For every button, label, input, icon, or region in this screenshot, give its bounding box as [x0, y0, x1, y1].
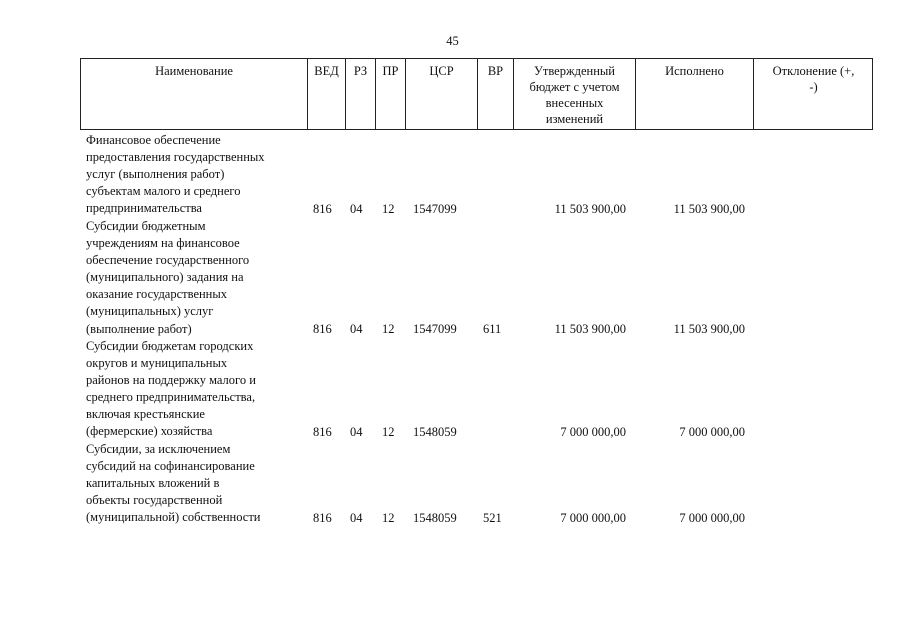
row-csr: 1547099: [413, 202, 457, 216]
header-rz: РЗ: [345, 59, 375, 129]
row-pr: 12: [382, 511, 395, 525]
row-executed: 11 503 900,00: [673, 322, 745, 336]
row-name: Субсидии, за исключением субсидий на софинансирование капитальных вложений в объекты государственной (муниципальной) собственности: [86, 442, 261, 525]
header-executed: Исполнено: [635, 59, 753, 129]
page-number: 45: [446, 34, 459, 48]
row-ved: 816: [313, 425, 332, 439]
header-ved: ВЕД: [307, 59, 345, 129]
row-executed: 7 000 000,00: [679, 511, 745, 525]
header-name: Наименование: [155, 64, 233, 78]
row-rz: 04: [350, 202, 363, 216]
row-executed: 7 000 000,00: [679, 425, 745, 439]
row-approved: 11 503 900,00: [554, 322, 626, 336]
header-deviation: Отклонение (+, -): [753, 59, 873, 129]
row-csr: 1548059: [413, 425, 457, 439]
row-approved: 7 000 000,00: [560, 511, 626, 525]
row-pr: 12: [382, 202, 395, 216]
row-rz: 04: [350, 322, 363, 336]
table-body: [80, 132, 873, 527]
row-name: Субсидии бюджетам городских округов и муниципальных районов на поддержку малого и среднего предпринимательства, включая крестьянские (фермерские) хозяйства: [86, 339, 256, 439]
row-vr: 521: [483, 511, 502, 525]
row-csr: 1548059: [413, 511, 457, 525]
row-approved: 11 503 900,00: [554, 202, 626, 216]
row-ved: 816: [313, 511, 332, 525]
row-name: Финансовое обеспечение предоставления государственных услуг (выполнения работ) субъектам малого и среднего предпринимательства: [86, 133, 265, 216]
row-rz: 04: [350, 425, 363, 439]
row-ved: 816: [313, 322, 332, 336]
row-csr: 1547099: [413, 322, 457, 336]
row-rz: 04: [350, 511, 363, 525]
table-header: [80, 58, 873, 130]
header-pr: ПР: [375, 59, 405, 129]
row-pr: 12: [382, 425, 395, 439]
table-row: [80, 132, 873, 218]
row-executed: 11 503 900,00: [673, 202, 745, 216]
row-name: Субсидии бюджетным учреждениям на финансовое обеспечение государственного (муниципального) задания на оказание государственных (муниципальных) услуг (выполнение работ): [86, 219, 250, 336]
table-row: [80, 441, 873, 527]
table-row: [80, 338, 873, 441]
table-row: [80, 218, 873, 338]
header-vr: ВР: [477, 59, 513, 129]
row-approved: 7 000 000,00: [560, 425, 626, 439]
row-ved: 816: [313, 202, 332, 216]
header-csr: ЦСР: [405, 59, 477, 129]
row-pr: 12: [382, 322, 395, 336]
row-vr: 611: [483, 322, 502, 336]
header-approved-budget: Утвержденный бюджет с учетом внесенных изменений: [513, 59, 635, 129]
